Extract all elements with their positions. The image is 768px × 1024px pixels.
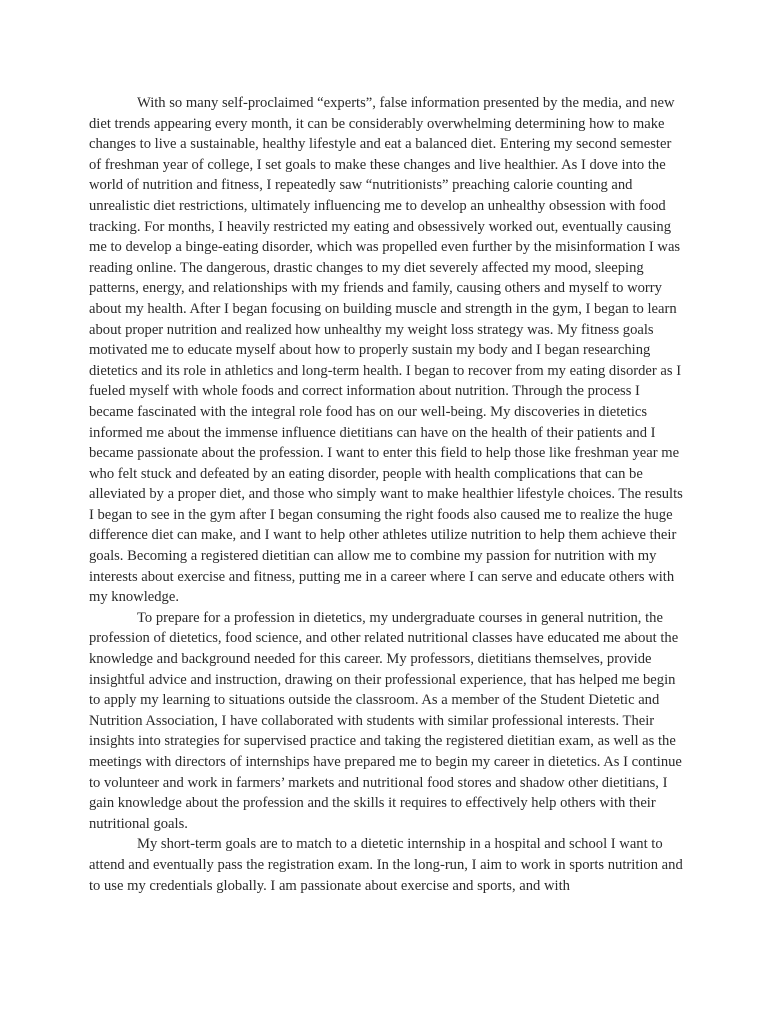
paragraph-1: With so many self-proclaimed “experts”, false information presented by the media, and new diet trends appearing every month, it can be considerably overwhelming determining how to make changes to live a sustainable, healthy lifestyle and eat a balanced diet. Entering my second semester of freshman year of college, I set goals to make these changes and live healthier. As I dove into the world of nutrition and fitness, I repeatedly saw “nutritionists” preaching calorie counting and unrealistic diet restrictions, ultimately influencing me to develop an unhealthy obsession with food tracking. For months, I heavily restricted my eating and obsessively worked out, eventually causing me to develop a binge-eating disorder, which was propelled even further by the misinformation I was reading online. The dangerous, drastic changes to my diet severely affected my mood, sleeping patterns, energy, and relationships with my friends and family, causing others and myself to worry about my health. After I began focusing on building muscle and strength in the gym, I began to learn about proper nutrition and realized how unhealthy my weight loss strategy was. My fitness goals motivated me to educate myself about how to properly sustain my body and I began researching dietetics and its role in athletics and long-term health. I began to recover from my eating disorder as I fueled myself with whole foods and correct information about nutrition. Through the process I became fascinated with the integral role food has on our well-being. My discoveries in dietetics informed me about the immense influence dietitians can have on the health of their patients and I became passionate about the profession. I want to enter this field to help those like freshman year me who felt stuck and defeated by an eating disorder, people with health complications that can be alleviated by a proper diet, and those who simply want to make healthier lifestyle choices. The results I began to see in the gym after I began consuming the right foods also caused me to realize the huge difference diet can make, and I want to help other athletes utilize nutrition to help them achieve their goals. Becoming a registered dietitian can allow me to combine my passion for nutrition with my interests about exercise and fitness, putting me in a career where I can serve and educate others with my knowledge. xyxy=(89,95,683,606)
paragraph-2: To prepare for a profession in dietetics, my undergraduate courses in general nutrition, the profession of dietetics, food science, and other related nutritional classes have educated me about the knowledge and background needed for this career. My professors, dietitians themselves, provide insightful advice and instruction, drawing on their professional experience, that has helped me begin to apply my learning to situations outside the classroom. As a member of the Student Dietetic and Nutrition Association, I have collaborated with students with similar professional interests. Their insights into strategies for supervised practice and taking the registered dietitian exam, as well as the meetings with directors of internships have prepared me to begin my career in dietetics. As I continue to volunteer and work in farmers’ markets and nutritional food stores and shadow other dietitians, I gain knowledge about the profession and the skills it requires to effectively help others with their nutritional goals. xyxy=(89,609,682,832)
essay-body xyxy=(89,93,685,896)
paragraph-3: My short-term goals are to match to a dietetic internship in a hospital and school I want to attend and eventually pass the registration exam. In the long-run, I aim to work in sports nutrition and to use my credentials globally. I am passionate about exercise and sports, and with xyxy=(89,836,683,894)
